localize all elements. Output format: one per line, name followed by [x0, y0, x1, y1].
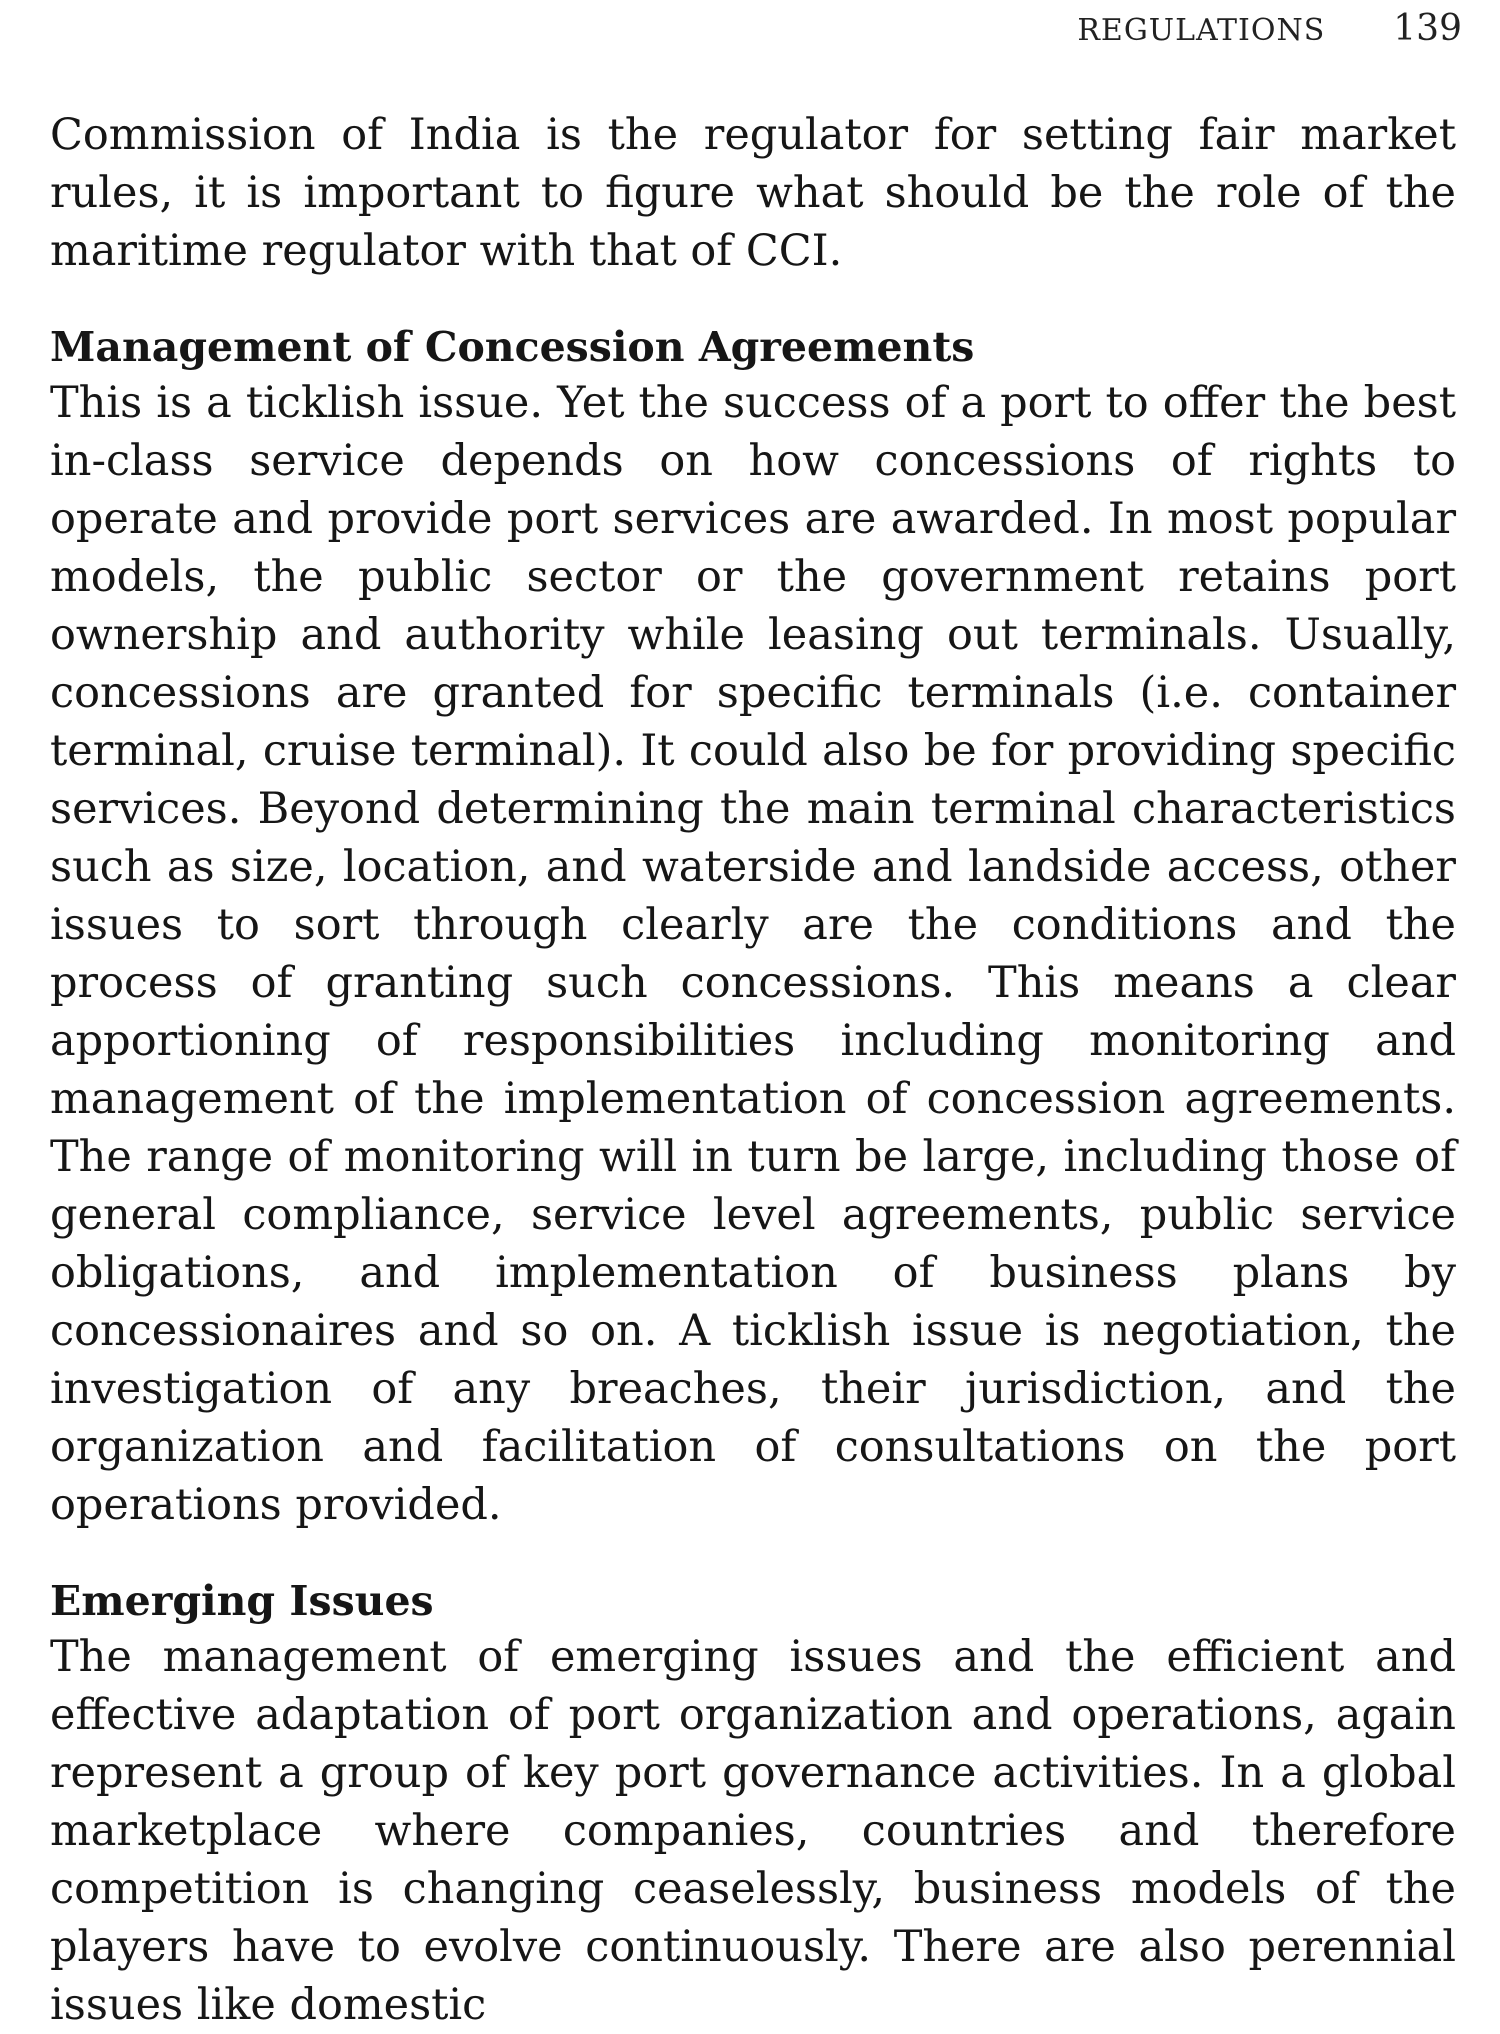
- running-title: REGULATIONS: [1077, 13, 1326, 48]
- page-number: 139: [1393, 8, 1462, 49]
- body-copy: [50, 106, 1456, 2034]
- emerging-issues-paragraph: The management of emerging issues and the efficient and effective adaptation of port organization and operations, again represent a group of key port governance activities. In a global marketplace where companies, countries and therefore competition is changing ceaselessly, business models of the players have to evolve continuously. There are also perennial issues like domestic: [50, 1632, 1456, 2030]
- running-head: [1077, 8, 1462, 49]
- section-heading-emerging-issues: Emerging Issues: [50, 1577, 434, 1625]
- intro-paragraph: Commission of India is the regulator for setting fair market rules, it is important to figure what should be the role of the maritime regulator with that of CCI.: [50, 110, 1456, 276]
- concession-agreements-paragraph: This is a ticklish issue. Yet the success of a port to offer the best in-class service depends on how concessions of rights to operate and provide port services are awarded. In most popular models, the public sector or the government retains port ownership and authority while leasing out terminals. Usually, concessions are granted for specific terminals (i.e. container terminal, cruise terminal). It could also be for providing specific services. Beyond determining the main terminal characteristics such as size, location, and waterside and landside access, other issues to sort through clearly are the conditions and the process of granting such concessions. This means a clear apportioning of responsibilities including monitoring and management of the implementation of concession agreements. The range of monitoring will in turn be large, including those of general compliance, service level agreements, public service obligations, and implementation of business plans by concessionaires and so on. A ticklish issue is negotiation, the investigation of any breaches, their jurisdiction, and the organization and facilitation of consultations on the port operations provided.: [50, 378, 1456, 1530]
- section-heading-concession-agreements: Management of Concession Agreements: [50, 323, 975, 371]
